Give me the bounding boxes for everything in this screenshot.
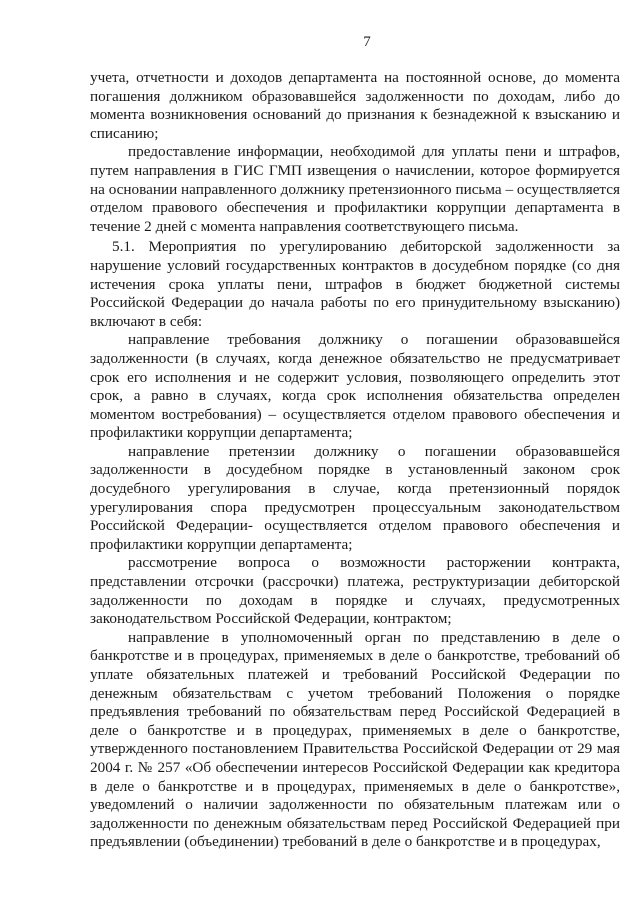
paragraph-claim-to-debtor: направление претензии должнику о погашении образовавшейся задолженности в досудебном порядке в установленный законом срок досудебного урегулирования в случае, когда претензионный порядок урегулирования спора предусмотрен процессуальным законодательством Российской Федерации- осуществляется отделом правового обеспечения и профилактики коррупции департамента; [90,442,620,553]
paragraph-section-5-1: 5.1. Мероприятия по урегулированию дебиторской задолженности за нарушение условий государственных контрактов в досудебном порядке (со дня истечения срока уплаты пени, штрафов в бюджет бюджетной системы Российской Федерации до начала работы по его принудительному взысканию) включают в себя: [90,238,620,330]
paragraph-info-provision: предоставление информации, необходимой для уплаты пени и штрафов, путем направления в ГИС ГМП извещения о начислении, которое формируется на основании направленного должнику претензионного письма – осуществляется отделом правового обеспечения и профилактики коррупции департамента в течение 2 дней с момента направления соответствующего письма. [90,143,620,235]
paragraph-demand-to-debtor: направление требования должнику о погашении образовавшейся задолженности (в случаях, когда денежное обязательство не предусматривает срок его исполнения и не содержит условия, позволяющего определить этот срок, а равно в случаях, когда срок исполнения обязательства определен моментом востребования) – осуществляется отделом правового обеспечения и профилактики коррупции департамента; [90,331,620,442]
paragraph-continuation: учета, отчетности и доходов департамента на постоянной основе, до момента погашения должником образовавшейся задолженности по доходам, либо до момента возникновения оснований до признания к безнадежной к взысканию и списанию; [90,69,620,142]
page-number: 7 [363,34,371,50]
paragraph-bankruptcy-claims: направление в уполномоченный орган по представлению в деле о банкротстве и в процедурах, применяемых в деле о банкротстве, требований об уплате обязательных платежей и требований Российской Федерации по денежным обязательствам с учетом требований Положения о порядке предъявления требований по обязательствам перед Российской Федерацией в деле о банкротстве и в процедурах, применяемых в деле о банкротстве, утвержденного постановлением Правительства Российской Федерации от 29 мая 2004 г. № 257 «Об обеспечении интересов Российской Федерации как кредитора в деле о банкротстве и в процедурах, применяемых в деле о банкротстве», уведомлений о наличии задолженности по обязательным платежам или о задолженности по денежным обязательствам перед Российской Федерацией при предъявлении (объединении) требований в деле о банкротстве и в процедурах, [90,628,620,851]
paragraph-contract-termination: рассмотрение вопроса о возможности расторжении контракта, представлении отсрочки (рассрочки) платежа, реструктуризации дебиторской задолженности по доходам в порядке и случаях, предусмотренных законодательством Российской Федерации, контрактом; [90,554,620,628]
